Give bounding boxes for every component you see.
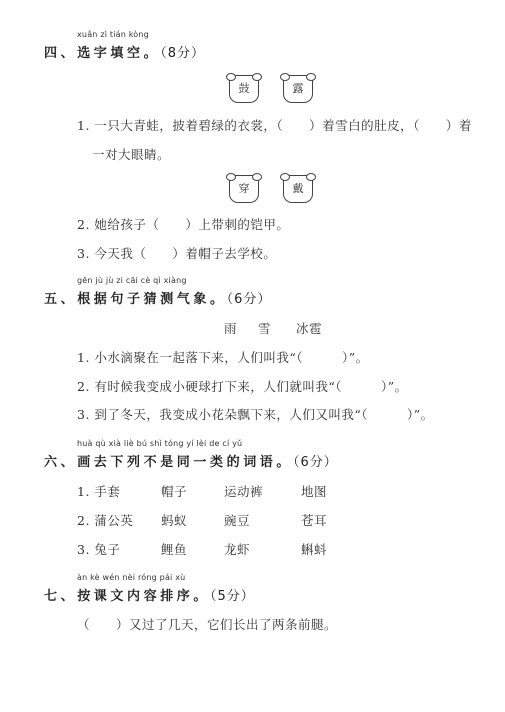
char-card-lu: 露 bbox=[283, 75, 313, 103]
section5-q3: 3. 到了冬天，我变成小花朵飘下来，人们又叫我“（ ）”。 bbox=[77, 407, 434, 422]
section4-q2: 2. 她给孩子（ ）上带刺的铠甲。 bbox=[77, 217, 290, 232]
section4-score: （8分） bbox=[160, 46, 205, 61]
section6-heading bbox=[44, 451, 338, 470]
section7-heading bbox=[44, 585, 255, 604]
section6-score: （6分） bbox=[293, 455, 338, 470]
section6-pinyin: huà qù xià liè bú shì tóng yí lèi de cí yǔ bbox=[77, 439, 243, 448]
row1-item2: 帽子 bbox=[161, 484, 188, 499]
row2-item2: 蚂蚁 bbox=[161, 513, 188, 528]
row3-item3: 龙虾 bbox=[224, 542, 251, 557]
word-bingbao: 冰雹 bbox=[296, 321, 323, 336]
char-card-dai: 戴 bbox=[283, 175, 313, 203]
section4-q1-line2: 一对大眼睛。 bbox=[92, 147, 171, 162]
char-card-chuan: 穿 bbox=[229, 175, 259, 203]
char-card-gu: 鼓 bbox=[229, 75, 259, 103]
section4-title: 四、选字填空。 bbox=[44, 46, 161, 61]
section7-q1: （ ）又过了几天，它们长出了两条前腿。 bbox=[77, 617, 338, 632]
section7-title: 七、按课文内容排序。 bbox=[44, 589, 211, 604]
row1-item4: 地图 bbox=[301, 484, 328, 499]
row3-item4: 蝌蚪 bbox=[301, 542, 328, 557]
section6-title: 六、画去下列不是同一类的词语。 bbox=[44, 455, 294, 470]
word-xue: 雪 bbox=[258, 321, 272, 336]
section4-heading bbox=[44, 42, 205, 61]
row1-item3: 运动裤 bbox=[224, 484, 264, 499]
section5-q2: 2. 有时候我变成小硬球打下来，人们就叫我“（ ）”。 bbox=[77, 379, 408, 394]
section7-pinyin: àn kè wén nèi róng pái xù bbox=[77, 573, 186, 582]
section5-q1: 1. 小水滴聚在一起落下来，人们叫我“（ ）”。 bbox=[77, 350, 369, 365]
row2-item1: 2. 蒲公英 bbox=[77, 513, 134, 528]
row3-item2: 鲤鱼 bbox=[161, 542, 188, 557]
section4-q1-line1: 1. 一只大青蛙，披着碧绿的衣裳，（ ）着雪白的肚皮，（ ）着 bbox=[77, 118, 472, 133]
word-yu: 雨 bbox=[224, 321, 238, 336]
row2-item4: 苍耳 bbox=[301, 513, 328, 528]
section5-score: （6分） bbox=[226, 292, 272, 307]
section4-q3: 3. 今天我（ ）着帽子去学校。 bbox=[77, 246, 277, 261]
row2-item3: 豌豆 bbox=[224, 513, 251, 528]
section5-heading bbox=[44, 288, 271, 307]
section4-pinyin: xuǎn zì tián kòng bbox=[77, 30, 149, 39]
section5-pinyin: gēn jù jù zi cāi cè qì xiàng bbox=[77, 276, 187, 285]
row1-item1: 1. 手套 bbox=[77, 484, 121, 499]
section7-score: （5分） bbox=[210, 589, 255, 604]
section5-title: 五、根据句子猜测气象。 bbox=[44, 292, 227, 307]
row3-item1: 3. 兔子 bbox=[77, 542, 121, 557]
